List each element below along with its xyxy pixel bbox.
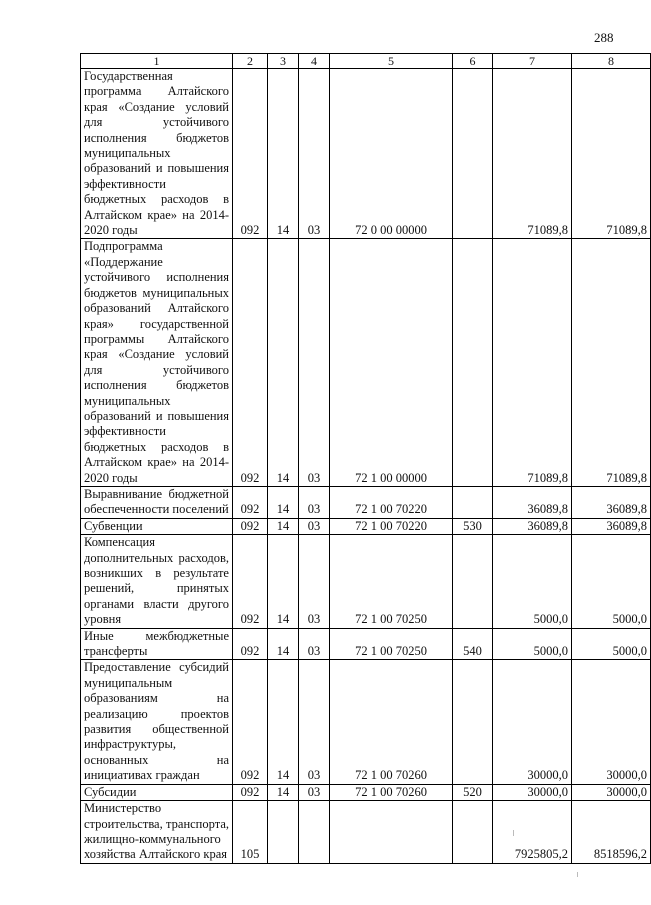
budget-table — [80, 53, 651, 864]
section-cell: 14 — [268, 239, 299, 487]
amount-cell: 5000,0 — [572, 535, 651, 628]
row-name-cell: Выравнивание бюджетной обеспеченности поселений — [81, 486, 233, 518]
expense-type-cell — [453, 239, 493, 487]
section-cell: 14 — [268, 784, 299, 800]
ministry-code-cell: 105 — [233, 801, 268, 864]
amount-cell: 30000,0 — [493, 660, 572, 784]
amount-cell: 36089,8 — [493, 486, 572, 518]
section-cell: 14 — [268, 69, 299, 239]
scan-mark — [513, 830, 514, 836]
expense-type-cell: 540 — [453, 628, 493, 660]
header-cell: 6 — [453, 54, 493, 69]
amount-cell: 36089,8 — [493, 518, 572, 534]
expense-type-cell: 530 — [453, 518, 493, 534]
section-cell: 14 — [268, 628, 299, 660]
header-cell: 1 — [81, 54, 233, 69]
row-name-cell: Государственная программа Алтайского края «Создание условий для устойчивого исполнения бюджетов муниципальных образований и повышения эффективности бюджетных расходов в Алтайском крае» на 2014-2020 годы — [81, 69, 233, 239]
header-cell: 8 — [572, 54, 651, 69]
amount-cell: 30000,0 — [572, 660, 651, 784]
ministry-code-cell: 092 — [233, 660, 268, 784]
expense-type-cell — [453, 69, 493, 239]
subsection-cell: 03 — [299, 518, 330, 534]
table-row — [81, 69, 651, 239]
subsection-cell: 03 — [299, 486, 330, 518]
row-name-cell: Иные межбюджетные трансферты — [81, 628, 233, 660]
amount-cell: 71089,8 — [572, 69, 651, 239]
expense-type-cell — [453, 660, 493, 784]
amount-cell: 36089,8 — [572, 486, 651, 518]
ministry-code-cell: 092 — [233, 239, 268, 487]
section-cell — [268, 801, 299, 864]
target-article-cell: 72 1 00 70250 — [330, 628, 453, 660]
ministry-code-cell: 092 — [233, 486, 268, 518]
expense-type-cell — [453, 801, 493, 864]
ministry-code-cell: 092 — [233, 628, 268, 660]
amount-cell: 8518596,2 — [572, 801, 651, 864]
header-cell: 2 — [233, 54, 268, 69]
ministry-code-cell: 092 — [233, 69, 268, 239]
table-row — [81, 628, 651, 660]
subsection-cell: 03 — [299, 660, 330, 784]
header-cell: 5 — [330, 54, 453, 69]
target-article-cell: 72 1 00 70220 — [330, 518, 453, 534]
header-cell: 3 — [268, 54, 299, 69]
row-name-cell: Субвенции — [81, 518, 233, 534]
expense-type-cell: 520 — [453, 784, 493, 800]
row-name-cell: Субсидии — [81, 784, 233, 800]
amount-cell: 71089,8 — [572, 239, 651, 487]
table-row — [81, 239, 651, 487]
target-article-cell: 72 1 00 70260 — [330, 784, 453, 800]
row-name-cell: Министерство строительства, транспорта, жилищно-коммунального хозяйства Алтайского края — [81, 801, 233, 864]
amount-cell: 7925805,2 — [493, 801, 572, 864]
section-cell: 14 — [268, 486, 299, 518]
row-name-cell: Компенсация дополнительных расходов, возникших в результате решений, принятых органами власти другого уровня — [81, 535, 233, 628]
section-cell: 14 — [268, 535, 299, 628]
target-article-cell: 72 0 00 00000 — [330, 69, 453, 239]
table-row — [81, 535, 651, 628]
amount-cell: 36089,8 — [572, 518, 651, 534]
subsection-cell: 03 — [299, 239, 330, 487]
subsection-cell: 03 — [299, 69, 330, 239]
table-row — [81, 801, 651, 864]
target-article-cell: 72 1 00 00000 — [330, 239, 453, 487]
header-row — [81, 54, 651, 69]
ministry-code-cell: 092 — [233, 518, 268, 534]
amount-cell: 71089,8 — [493, 69, 572, 239]
section-cell: 14 — [268, 518, 299, 534]
expense-type-cell — [453, 535, 493, 628]
target-article-cell: 72 1 00 70220 — [330, 486, 453, 518]
row-name-cell: Предоставление субсидий муниципальным образованиям на реализацию проектов развития общественной инфраструктуры, основанных на инициативах граждан — [81, 660, 233, 784]
table-row — [81, 660, 651, 784]
table-row — [81, 518, 651, 534]
header-cell: 7 — [493, 54, 572, 69]
subsection-cell: 03 — [299, 628, 330, 660]
subsection-cell: 03 — [299, 535, 330, 628]
amount-cell: 30000,0 — [572, 784, 651, 800]
section-cell: 14 — [268, 660, 299, 784]
table-row — [81, 486, 651, 518]
amount-cell: 5000,0 — [493, 535, 572, 628]
ministry-code-cell: 092 — [233, 784, 268, 800]
table-row — [81, 784, 651, 800]
scan-mark — [577, 872, 578, 877]
page-number: 288 — [594, 30, 614, 45]
header-cell: 4 — [299, 54, 330, 69]
amount-cell: 71089,8 — [493, 239, 572, 487]
amount-cell: 5000,0 — [572, 628, 651, 660]
subsection-cell — [299, 801, 330, 864]
expense-type-cell — [453, 486, 493, 518]
amount-cell: 5000,0 — [493, 628, 572, 660]
target-article-cell: 72 1 00 70250 — [330, 535, 453, 628]
row-name-cell: Подпрограмма «Поддержание устойчивого исполнения бюджетов муниципальных образований Алтайского края» государственной программы Алтайского края «Создание условий для устойчивого исполнения бюджетов муниципальных образований и повышения эффективности бюджетных расходов в Алтайском крае» на 2014-2020 годы — [81, 239, 233, 487]
amount-cell: 30000,0 — [493, 784, 572, 800]
target-article-cell: 72 1 00 70260 — [330, 660, 453, 784]
ministry-code-cell: 092 — [233, 535, 268, 628]
subsection-cell: 03 — [299, 784, 330, 800]
target-article-cell — [330, 801, 453, 864]
